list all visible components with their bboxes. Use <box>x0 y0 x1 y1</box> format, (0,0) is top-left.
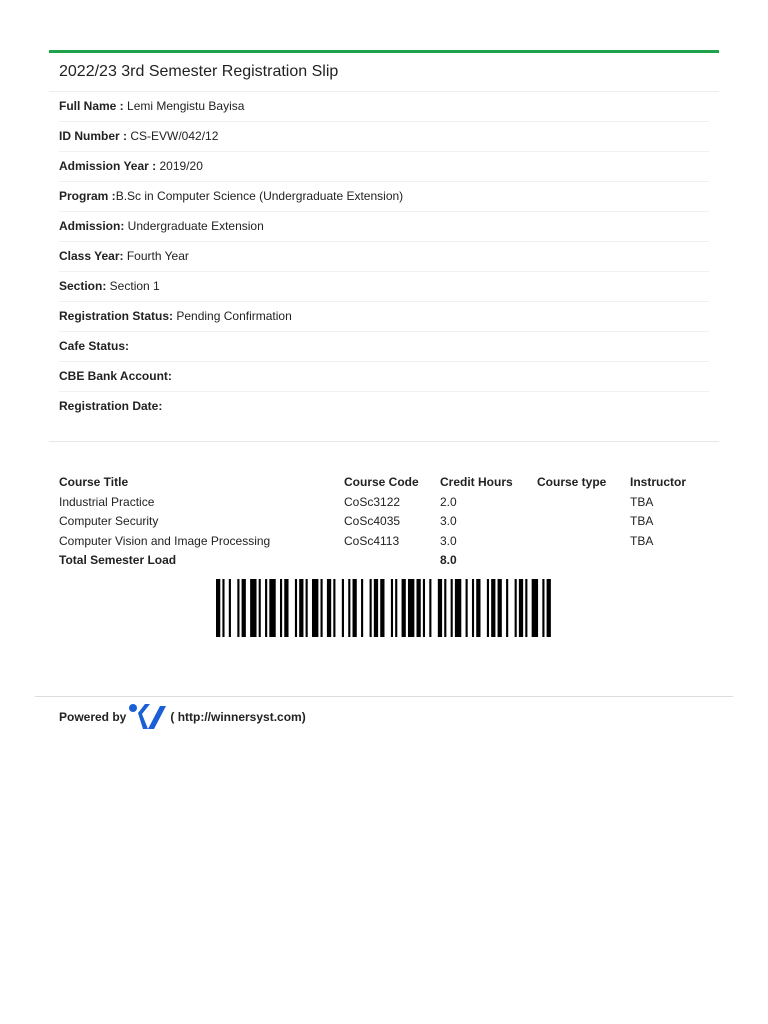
info-label: CBE Bank Account: <box>59 369 172 383</box>
footer <box>59 703 306 731</box>
info-label: Cafe Status: <box>59 339 130 353</box>
registration-slip-card <box>49 50 719 442</box>
barcode-icon <box>216 579 553 637</box>
course-code-cell: CoSc4113 <box>344 533 400 548</box>
info-label: Class Year: <box>59 249 124 263</box>
info-label: Section: <box>59 279 107 293</box>
total-label: Total Semester Load <box>59 553 177 568</box>
info-row-full-name <box>59 92 709 122</box>
info-row-cafe-status <box>59 332 709 362</box>
info-row-class-year <box>59 242 709 272</box>
info-row-admission-year <box>59 152 709 182</box>
total-spacer <box>533 551 626 571</box>
info-value: B.Sc in Computer Science (Undergraduate Extension) <box>115 189 404 203</box>
slip-title: 2022/23 3rd Semester Registration Slip <box>49 53 719 92</box>
instructor-cell: TBA <box>630 494 654 509</box>
total-value: 8.0 <box>440 553 457 568</box>
info-value: Fourth Year <box>123 249 189 263</box>
instructor-cell: TBA <box>630 533 654 548</box>
info-value: Undergraduate Extension <box>124 219 264 233</box>
info-label: ID Number : <box>59 129 128 143</box>
footer-divider <box>35 696 733 697</box>
info-value: Section 1 <box>106 279 160 293</box>
credit-hours-cell: 2.0 <box>440 494 457 509</box>
info-row-registration-status <box>59 302 709 332</box>
course-type-cell <box>533 492 626 512</box>
table-header-row <box>55 471 716 492</box>
student-info <box>49 92 719 421</box>
course-code-cell: CoSc3122 <box>344 494 401 509</box>
info-value: CS-EVW/042/12 <box>127 129 219 143</box>
info-row-admission <box>59 212 709 242</box>
column-header-credit-hours: Credit Hours <box>440 474 513 489</box>
info-row-id-number <box>59 122 709 152</box>
info-value: Pending Confirmation <box>173 309 292 323</box>
course-table <box>55 471 716 570</box>
info-value: 2019/20 <box>156 159 203 173</box>
instructor-cell: TBA <box>630 514 654 529</box>
total-spacer <box>340 551 436 571</box>
course-title-cell: Computer Security <box>59 514 159 529</box>
credit-hours-cell: 3.0 <box>440 514 457 529</box>
credit-hours-cell: 3.0 <box>440 533 457 548</box>
table-row <box>55 531 716 551</box>
info-row-cbe-bank-account <box>59 362 709 392</box>
course-type-cell <box>533 512 626 532</box>
column-header-course-code: Course Code <box>344 474 419 489</box>
card-divider <box>49 441 719 442</box>
column-header-course-type: Course type <box>537 474 607 489</box>
total-spacer <box>626 551 716 571</box>
info-row-section <box>59 272 709 302</box>
course-type-cell <box>533 531 626 551</box>
column-header-course-title: Course Title <box>59 474 129 489</box>
course-title-cell: Computer Vision and Image Processing <box>59 533 271 548</box>
table-row <box>55 512 716 532</box>
info-label: Admission: <box>59 219 125 233</box>
table-row <box>55 492 716 512</box>
info-label: Registration Status: <box>59 309 174 323</box>
column-header-instructor: Instructor <box>630 474 687 489</box>
info-row-program <box>59 182 709 212</box>
info-label: Full Name : <box>59 99 124 113</box>
winnersyst-logo-icon <box>128 703 168 731</box>
info-label: Admission Year : <box>59 159 157 173</box>
course-code-cell: CoSc4035 <box>344 514 401 529</box>
info-label: Program : <box>59 189 116 203</box>
info-row-registration-date <box>59 392 709 421</box>
winnersyst-link[interactable]: ( http://winnersyst.com) <box>170 710 306 724</box>
info-label: Registration Date: <box>59 399 163 413</box>
total-row <box>55 551 716 571</box>
info-value: Lemi Mengistu Bayisa <box>123 99 245 113</box>
course-title-cell: Industrial Practice <box>59 494 155 509</box>
powered-by-label: Powered by <box>59 710 127 724</box>
